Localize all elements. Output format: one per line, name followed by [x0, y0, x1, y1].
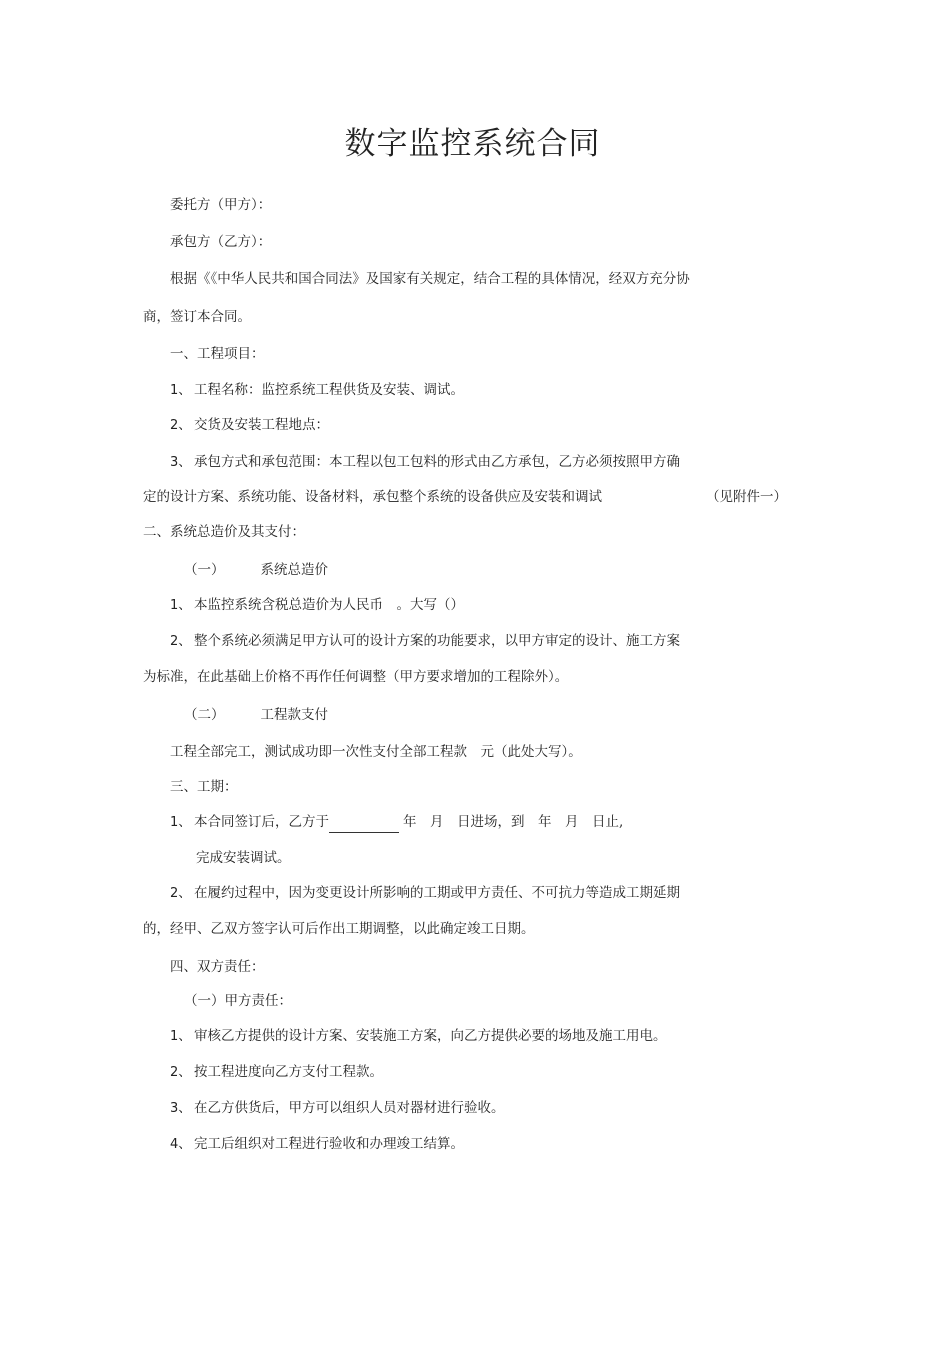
item-text: 整个系统必须满足甲方认可的设计方案的功能要求，以甲方审定的设计、施工方案 [194, 633, 680, 649]
item-text: 工程名称：监控系统工程供货及安装、调试。 [194, 382, 464, 398]
item-text: 交货及安装工程地点： [194, 417, 329, 433]
section-3-item-1-continued: 完成安装调试。 [196, 850, 291, 866]
section-1-heading: 一、工程项目： [170, 346, 265, 362]
item-number: 3、 [170, 455, 192, 470]
section-4-heading: 四、双方责任： [170, 959, 265, 975]
section-1-item-3-continued: 定的设计方案、系统功能、设备材料，承包整个系统的设备供应及安装和调试 [143, 489, 602, 505]
item-text: 完工后组织对工程进行验收和办理竣工结算。 [194, 1136, 464, 1152]
section-2-item-2-continued: 为标准，在此基础上价格不再作任何调整（甲方要求增加的工程除外）。 [143, 669, 569, 685]
section-2-item-1 [170, 595, 464, 616]
date-blank [329, 818, 399, 833]
intro-paragraph-line-1: 根据《《中华人民共和国合同法》及国家有关规定，结合工程的具体情况，经双方充分协 [170, 271, 690, 287]
section-1-item-1 [170, 380, 464, 401]
item-text: 审核乙方提供的设计方案、安装施工方案，向乙方提供必要的场地及施工用电。 [194, 1028, 667, 1044]
item-number: 4、 [170, 1137, 192, 1152]
item-text: 按工程进度向乙方支付工程款。 [194, 1064, 383, 1080]
section-2-heading: 二、系统总造价及其支付： [143, 524, 305, 540]
item-number: 2、 [170, 418, 192, 433]
item-number: 3、 [170, 1101, 192, 1116]
section-1-item-2 [170, 415, 329, 436]
section-3-item-2 [170, 883, 680, 904]
item-text: 在乙方供货后，甲方可以组织人员对器材进行验收。 [194, 1100, 505, 1116]
item-number: 1、 [170, 598, 192, 613]
item-text-pre: 本合同签订后，乙方于 [194, 814, 329, 830]
item-text: 承包方式和承包范围：本工程以包工包料的形式由乙方承包，乙方必须按照甲方确 [194, 454, 680, 470]
section-2-subheading-2 [184, 705, 328, 725]
item-number: 1、 [170, 1029, 192, 1044]
item-text-post: 年 月 日进场，到 年 月 日止, [403, 814, 624, 830]
document-title: 数字监控系统合同 [344, 126, 601, 162]
attachment-note: （见附件一） [706, 489, 787, 505]
subheading-number: （二） [184, 707, 225, 723]
section-3-item-1 [170, 812, 623, 833]
subheading-label: 工程款支付 [260, 707, 328, 723]
item-number: 1、 [170, 815, 192, 830]
payment-clause: 工程全部完工，测试成功即一次性支付全部工程款 元（此处大写）。 [170, 744, 582, 760]
section-4-subheading-1: （一）甲方责任： [184, 993, 292, 1009]
subheading-number: （一） [184, 562, 225, 578]
section-3-item-2-continued: 的，经甲、乙双方签字认可后作出工期调整，以此确定竣工日期。 [143, 921, 535, 937]
intro-paragraph-line-2: 商，签订本合同。 [143, 309, 251, 325]
section-4-item-1 [170, 1026, 667, 1047]
section-4-item-2 [170, 1062, 383, 1083]
party-b-line: 承包方（乙方）： [170, 234, 272, 250]
section-4-item-4 [170, 1134, 464, 1155]
section-2-item-2 [170, 631, 680, 652]
item-number: 2、 [170, 1065, 192, 1080]
item-number: 2、 [170, 634, 192, 649]
section-4-item-3 [170, 1098, 505, 1119]
item-text: 本监控系统含税总造价为人民币 。大写（） [194, 597, 464, 613]
party-a-line: 委托方（甲方）： [170, 197, 272, 213]
item-text: 在履约过程中，因为变更设计所影响的工期或甲方责任、不可抗力等造成工期延期 [194, 885, 680, 901]
section-2-subheading-1 [184, 560, 328, 580]
item-number: 2、 [170, 886, 192, 901]
item-number: 1、 [170, 383, 192, 398]
section-3-heading: 三、工期： [170, 779, 238, 795]
subheading-label: 系统总造价 [260, 562, 328, 578]
section-1-item-3 [170, 452, 680, 473]
